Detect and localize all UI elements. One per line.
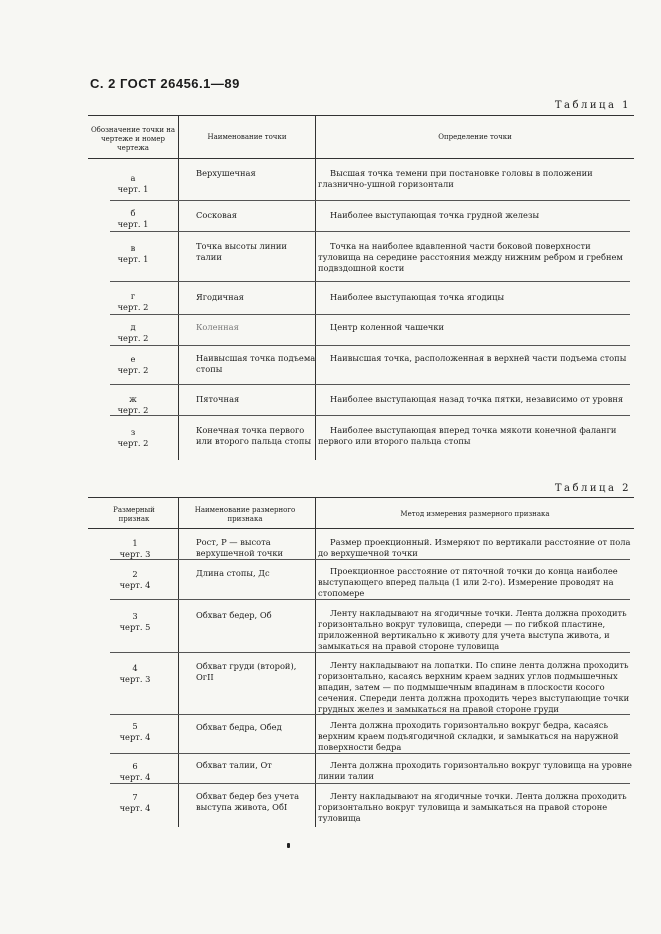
table1-row-3-name: Точка высоты линии талии (196, 241, 287, 262)
table2-row-7-number: 7 черт. 4 (119, 792, 151, 813)
table2-row-3-rule (110, 652, 630, 653)
table1-row-1-definition: Высшая точка темени при постановке головы в положении глазнично-ушной горизонтали (318, 168, 593, 189)
scan-speck (287, 843, 290, 848)
table1-row-2-designation: б черт. 1 (117, 208, 149, 229)
table2-row-5-rule (110, 753, 630, 754)
table1-row-4-definition: Наиболее выступающая точка ягодицы (330, 292, 505, 302)
table1-header-name: Наименование точки (207, 133, 287, 141)
table2-row-3-name: Обхват бедер, Об (196, 610, 272, 620)
table2-row-6-method: Лента должна проходить горизонтально вокруг туловища на уровне линии талии (318, 760, 632, 781)
table2-row-7-method: Ленту накладывают на ягодичные точки. Лента должна проходить горизонтально вокруг туловища и замыкаться на правой стороне туловища (318, 791, 627, 823)
page-header: С. 2 ГОСТ 26456.1—89 (90, 76, 240, 91)
table2-row-2-rule (110, 599, 630, 600)
table2-row-2-number: 2 черт. 4 (119, 569, 151, 590)
table1-row-1-name: Верхушечная (196, 168, 256, 178)
table1-row-4-name: Ягодичная (196, 292, 244, 302)
table2-row-4-method: Ленту накладывают на лопатки. По спине лента должна проходить горизонтально, касаясь верхним краем задних углов подмышечных впадин, затем — по подмышечным впадинам в плоскости косого сечения. Спереди лента должна проходить через выступающие точки грудных желез и замыкаться на правой стороне груди (318, 660, 630, 714)
table2-row-4-name: Обхват груди (второй), ОгII (196, 661, 297, 682)
table1-row-2-name: Сосковая (196, 210, 238, 220)
table1-row-1-designation: а черт. 1 (117, 173, 149, 194)
table1-row-4-rule (110, 314, 630, 315)
table1-header-rule (88, 158, 634, 159)
table2-row-4-number: 4 черт. 3 (119, 663, 151, 684)
table1-row-3-definition: Точка на наиболее вдавленной части боковой поверхности туловища на середине расстояния между нижним ребром и гребнем подвздошной кости (318, 241, 623, 273)
table1-row-1-rule (110, 200, 630, 201)
table1-row-2-definition: Наиболее выступающая точка грудной железы (330, 210, 540, 220)
table1-row-8-name: Конечная точка первого или второго пальца стопы (196, 425, 312, 446)
table2-caption: Таблица 2 (554, 483, 631, 494)
table1-row-7-rule (110, 415, 630, 416)
table1-col-divider-1 (178, 115, 179, 460)
table2-row-1-method: Размер проекционный. Измеряют по вертикали расстояние от пола до верхушечной точки (318, 537, 631, 558)
table1-row-4-designation: г черт. 2 (117, 291, 149, 312)
table1-row-7-name: Пяточная (196, 394, 240, 404)
table2-row-6-rule (110, 783, 630, 784)
table2-row-5-method: Лента должна проходить горизонтально вокруг бедра, касаясь верхним краем подъягодичной складки, и замыкаться на наружной поверхности бедра (318, 720, 619, 752)
table1-row-6-definition: Наивысшая точка, расположенная в верхней части подъема стопы (330, 353, 627, 363)
table1-row-5-designation: д черт. 2 (117, 322, 149, 343)
table1-row-6-rule (110, 384, 630, 385)
table2-row-6-name: Обхват талии, От (196, 760, 272, 770)
table2-col-divider-1 (178, 497, 179, 827)
table2-row-1-rule (110, 559, 630, 560)
table1-row-8-definition: Наиболее выступающая вперед точка мякоти конечной фаланги первого или второго пальца стопы (318, 425, 617, 446)
table2-row-7-name: Обхват бедер без учета выступа живота, ОбI (196, 791, 300, 812)
table1-row-3-rule (110, 281, 630, 282)
table2-col-divider-2 (315, 497, 316, 827)
table1-row-6-designation: е черт. 2 (117, 354, 149, 375)
table1-row-2-rule (110, 231, 630, 232)
table1-row-5-definition: Центр коленной чашечки (330, 322, 445, 332)
table2-header-name: Наименование размерного признака (194, 506, 296, 523)
table1-caption: Таблица 1 (554, 100, 631, 111)
table2-header-method: Метод измерения размерного признака (400, 510, 550, 518)
table2-row-4-rule (110, 714, 630, 715)
table2-row-1-name: Рост, Р — высота верхушечной точки (196, 537, 284, 558)
table1-row-8-designation: з черт. 2 (117, 427, 149, 448)
table1-row-7-definition: Наиболее выступающая назад точка пятки, независимо от уровня (330, 394, 624, 404)
table1-row-5-rule (110, 345, 630, 346)
table2-row-3-number: 3 черт. 5 (119, 611, 151, 632)
table2-row-2-name: Длина стопы, Дс (196, 568, 270, 578)
table2-row-3-method: Ленту накладывают на ягодичные точки. Лента должна проходить горизонтально вокруг туловища, спереди — по гибкой пластине, приложенной вертикально к животу для учета выступа живота, и замыкаться на правой стороне туловища (318, 608, 627, 651)
table1-row-3-designation: в черт. 1 (117, 243, 149, 264)
table1-header-definition: Определение точки (438, 133, 512, 141)
table1-row-5-name: Коленная (196, 322, 239, 332)
table1-header-designation: Обозначение точки на чертеже и номер чертежа (90, 126, 176, 152)
table1-col-divider-2 (315, 115, 316, 460)
table2-top-rule (88, 497, 634, 498)
table2-row-5-name: Обхват бедра, Обед (196, 722, 282, 732)
table2-row-1-number: 1 черт. 3 (119, 538, 151, 559)
table2-row-6-number: 6 черт. 4 (119, 761, 151, 782)
table2-row-2-method: Проекционное расстояние от пяточной точки до конца наиболее выступающего вперед пальца (1 или 2-го). Измерение проводят на стопомере (318, 566, 618, 598)
table2-row-5-number: 5 черт. 4 (119, 721, 151, 742)
table1-top-rule (88, 115, 634, 116)
table1-row-7-designation: ж черт. 2 (117, 394, 149, 415)
table1-row-6-name: Наивысшая точка подъема стопы (196, 353, 316, 374)
table2-header-rule (88, 528, 634, 529)
table2-header-number: Размерный признак (113, 506, 155, 523)
